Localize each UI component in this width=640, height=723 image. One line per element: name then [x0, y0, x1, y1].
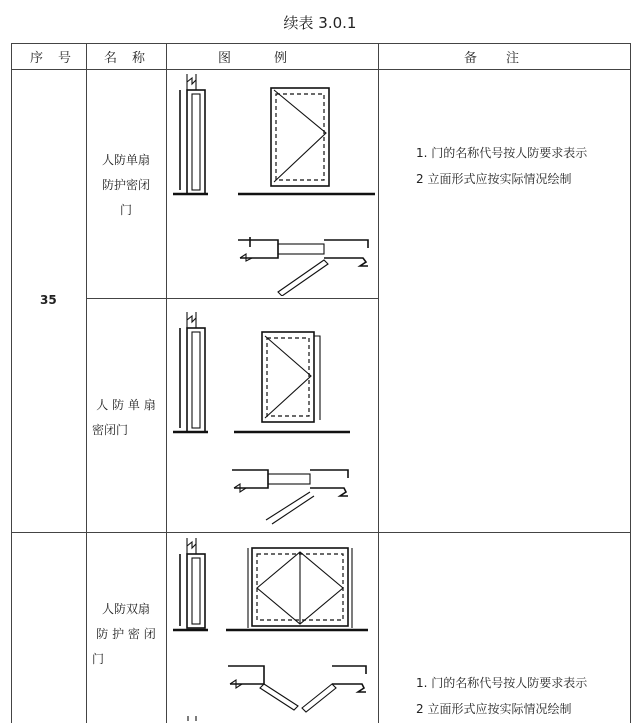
name-line: 门 — [92, 652, 105, 666]
note-line: 2 立面形式应按实际情况绘制 — [416, 172, 572, 186]
header-figure: 图 例 — [218, 51, 289, 66]
header-bottom-border — [11, 69, 630, 70]
header-name: 名 称 — [104, 51, 147, 66]
column-divider — [86, 43, 87, 723]
column-divider — [630, 43, 631, 723]
table-title: 续表 3.0.1 — [283, 14, 357, 32]
name-line: 防 护 密 闭 — [96, 627, 156, 641]
name-line: 防护密闭 — [101, 178, 150, 192]
door-plan-view — [188, 666, 366, 721]
row-seq-number: 35 — [40, 293, 57, 307]
door-name-single-protective — [88, 148, 164, 223]
note-line: 1. 门的名称代号按人防要求表示 — [416, 146, 588, 160]
header-seq: 序 号 — [30, 51, 73, 66]
name-line: 密闭门 — [92, 423, 129, 437]
figure-double-protective-door — [168, 536, 376, 721]
column-divider — [378, 43, 379, 723]
header-note: 备 注 — [464, 51, 521, 66]
column-divider — [166, 43, 167, 723]
column-divider — [11, 43, 12, 723]
door-elevation-view — [234, 332, 350, 432]
door-plan-view — [232, 470, 348, 524]
name-line: 人 防 单 扇 — [96, 398, 156, 412]
figure-single-airtight-door — [168, 310, 376, 528]
figure-single-protective-door — [168, 72, 376, 296]
door-section-view — [173, 74, 208, 194]
door-name-single-airtight — [88, 393, 164, 443]
table-top-border — [11, 43, 630, 44]
door-elevation-view — [238, 88, 375, 194]
row-divider — [11, 532, 630, 533]
door-section-view — [173, 312, 208, 432]
name-line: 人防单扇 — [101, 153, 150, 167]
note-line: 1. 门的名称代号按人防要求表示 — [416, 676, 588, 690]
notes-row-36 — [416, 670, 587, 722]
name-line: 人防双扇 — [101, 602, 150, 616]
door-plan-view — [238, 237, 368, 296]
row-divider — [86, 298, 378, 299]
note-line: 2 立面形式应按实际情况绘制 — [416, 702, 572, 716]
door-elevation-view — [226, 548, 368, 630]
name-line: 门 — [119, 203, 132, 217]
door-section-view — [173, 538, 208, 630]
notes-row-35 — [416, 140, 587, 192]
door-name-double-protective — [88, 597, 164, 672]
